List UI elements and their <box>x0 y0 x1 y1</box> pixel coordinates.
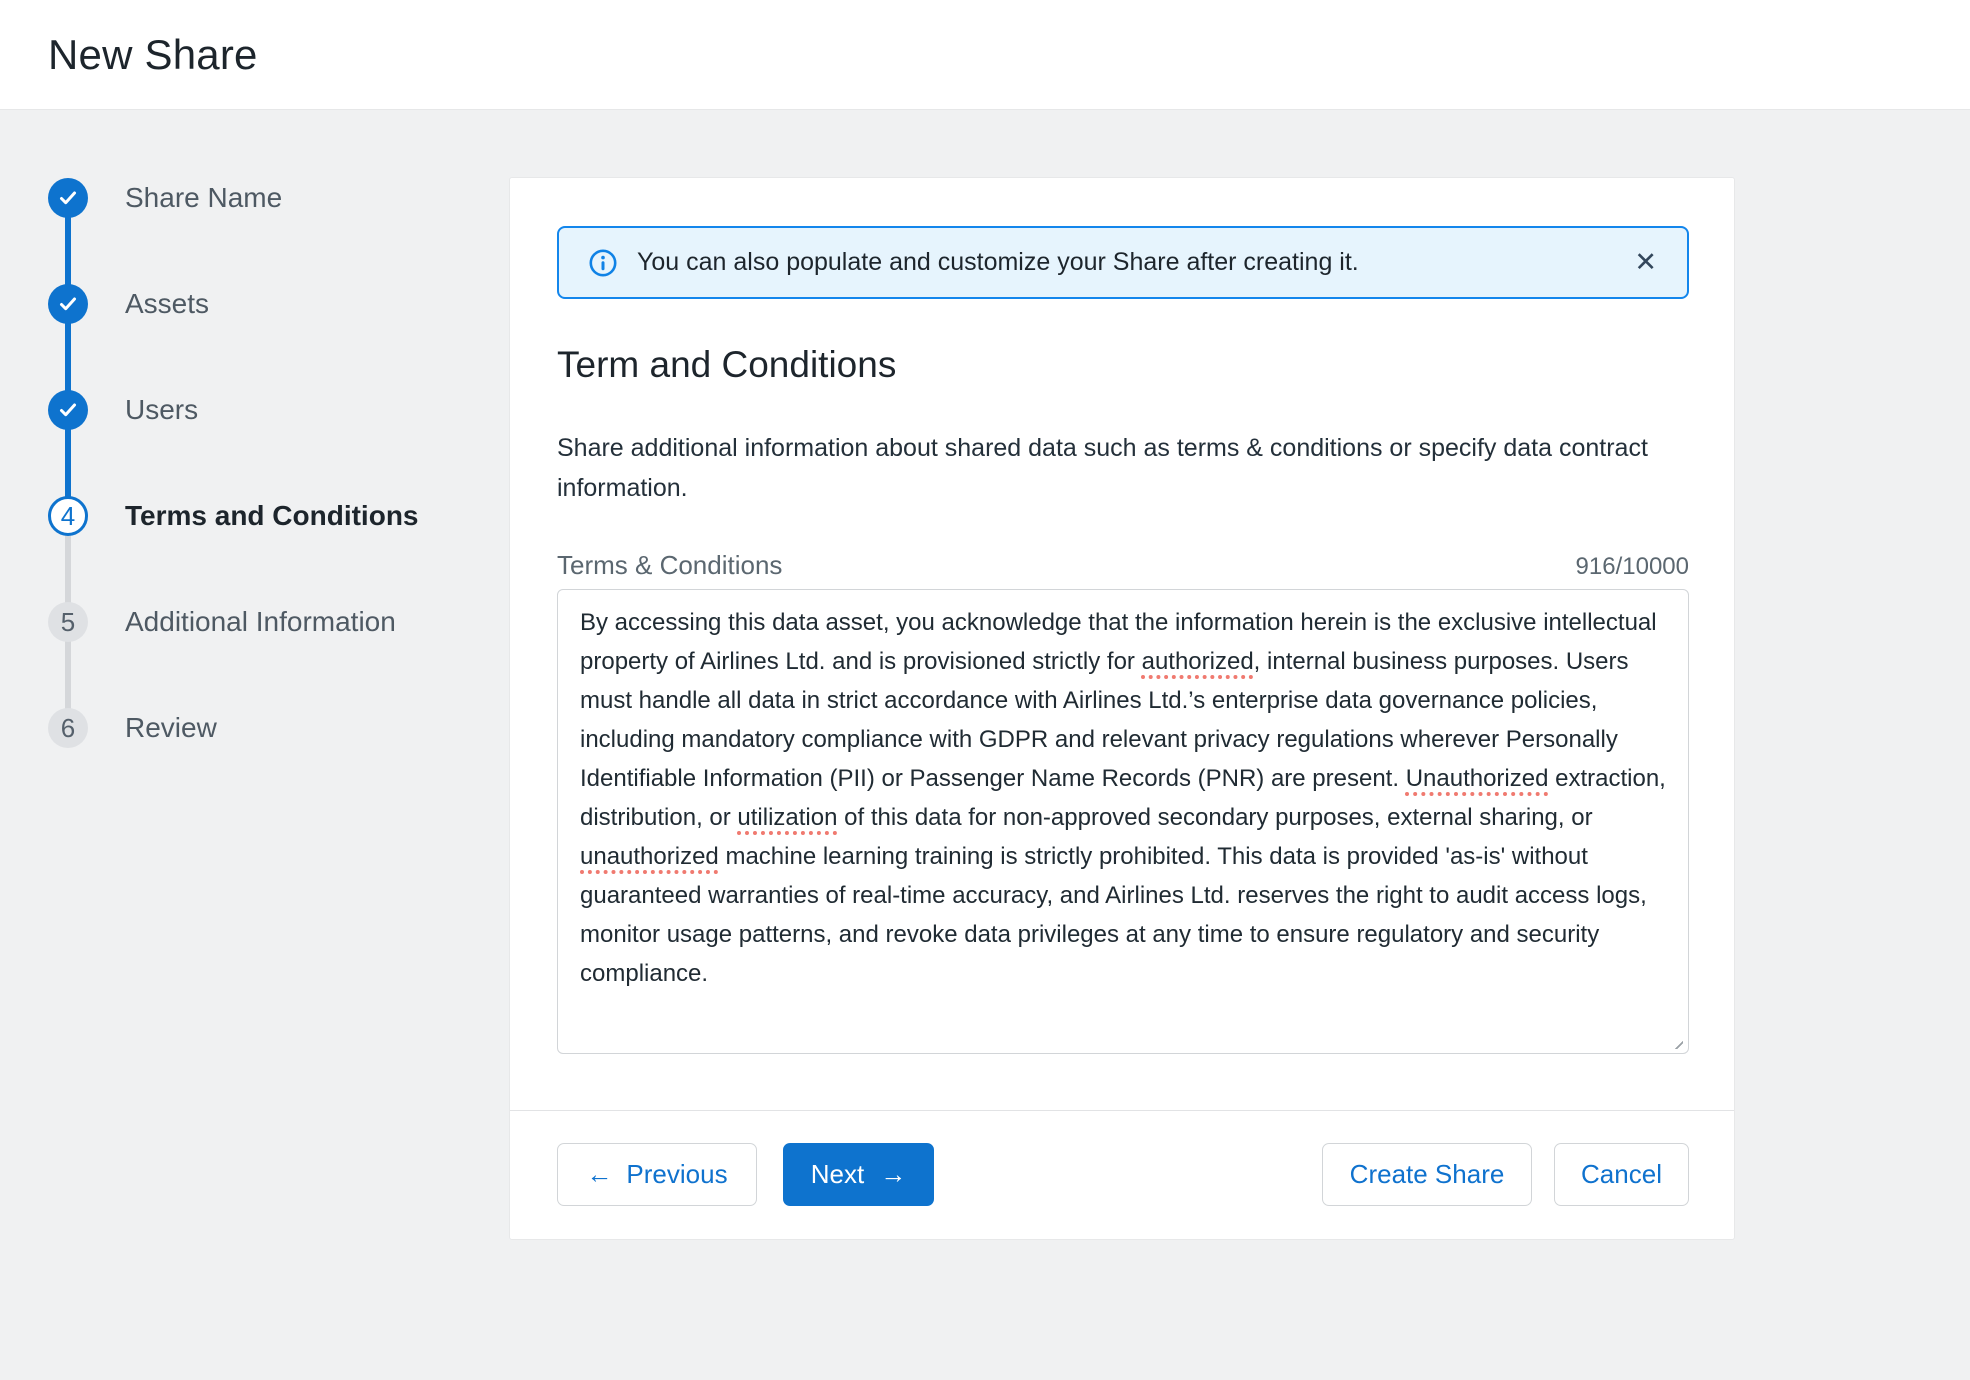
step-label: Additional Information <box>125 606 396 637</box>
step-number-badge: 6 <box>48 708 88 748</box>
field-label-row <box>557 550 1689 581</box>
check-icon <box>48 390 88 430</box>
info-icon <box>589 249 617 277</box>
stepper-connector-done <box>65 198 71 516</box>
top-header-bar <box>0 0 1970 110</box>
cancel-button-label: Cancel <box>1581 1159 1662 1189</box>
step-label: Terms and Conditions <box>125 500 419 531</box>
create-share-button[interactable] <box>1322 1143 1532 1206</box>
previous-button-label: Previous <box>626 1159 728 1189</box>
info-banner <box>557 226 1689 299</box>
previous-button[interactable] <box>557 1143 757 1206</box>
step-assets[interactable] <box>48 284 209 324</box>
arrow-right-icon: → <box>880 1159 907 1189</box>
cancel-button[interactable] <box>1554 1143 1689 1206</box>
check-icon <box>48 284 88 324</box>
wizard-content-card <box>509 177 1735 1240</box>
terms-field-label: Terms & Conditions <box>557 550 783 580</box>
info-banner-text: You can also populate and customize your Share after creating it. <box>637 248 1359 276</box>
step-label: Share Name <box>125 182 283 213</box>
step-share-name[interactable] <box>48 178 282 218</box>
close-icon[interactable]: ✕ <box>1634 247 1657 277</box>
step-label: Users <box>125 394 199 425</box>
step-users[interactable] <box>48 390 198 430</box>
step-label: Review <box>125 712 217 743</box>
section-description: Share additional information about shared data such as terms & conditions or specify data contract information. <box>557 434 1648 502</box>
next-button[interactable] <box>783 1143 934 1206</box>
step-number-badge: 4 <box>48 496 88 536</box>
footer-divider <box>510 1110 1734 1111</box>
check-icon <box>48 178 88 218</box>
step-number-badge: 5 <box>48 602 88 642</box>
step-additional-information[interactable] <box>48 602 396 642</box>
create-share-button-label: Create Share <box>1349 1159 1505 1189</box>
terms-textarea[interactable]: By accessing this data asset, you acknowledge that the information herein is the exclusive intellectual property of Airlines Ltd. and is provisioned strictly for authorized, internal business purposes. Users must handle all data in strict accordance with Airlines Ltd.’s enterprise data governance policies, including mandatory compliance with GDPR and relevant privacy regulations wherever Personally Identifiable Information (PII) or Passenger Name Records (PNR) are present. Unauthorized extraction, distribution, or utilization of this data for non-approved secondary purposes, external sharing, or unauthorized machine learning training is strictly prohibited. This data is provided 'as-is' without guaranteed warranties of real-time accuracy, and Airlines Ltd. reserves the right to audit access logs, monitor usage patterns, and revoke data privileges at any time to ensure regulatory and security compliance. <box>557 589 1689 1054</box>
section-title: Term and Conditions <box>557 344 897 385</box>
step-review[interactable] <box>48 708 217 748</box>
step-label: Assets <box>125 288 210 319</box>
footer-actions <box>557 1143 1689 1206</box>
page-title: New Share <box>48 30 258 78</box>
char-counter: 916/10000 <box>1575 553 1689 580</box>
next-button-label: Next <box>810 1159 865 1189</box>
step-terms-and-conditions[interactable] <box>48 496 419 536</box>
arrow-left-icon: ← <box>586 1159 613 1189</box>
